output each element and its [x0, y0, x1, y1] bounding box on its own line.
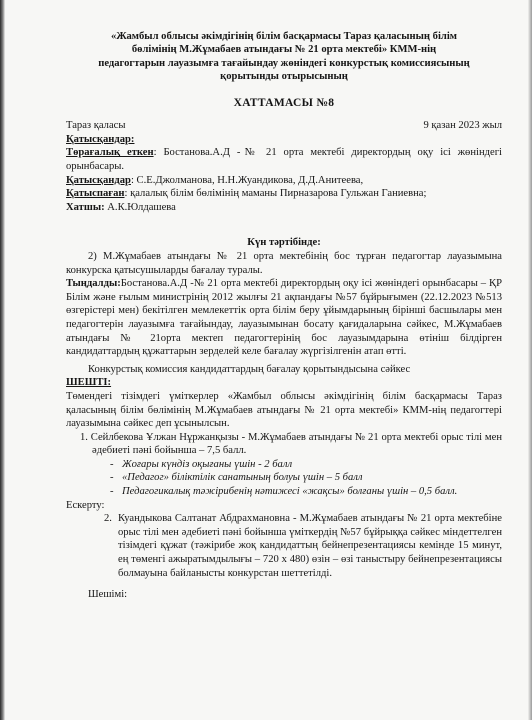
secretary-line [66, 201, 502, 215]
criteria-item: - Жоғары күндіз оқығаны үшін - 2 балл [110, 458, 502, 472]
document-header [66, 30, 502, 84]
agenda-title: Күн тәртібінде: [247, 237, 321, 249]
criteria-item: - «Педагог» біліктілік санатының болуы үшін – 5 балл [110, 471, 502, 485]
present-text: : С.Е.Джолманова, Н.Н.Жуандикова, Д.Д.Анитеева, [130, 174, 364, 186]
candidate-2-text: Куандыкова Салтанат Абдрахмановна - М.Жұмабаев атындағы № 21 орта мектебіне орыс тілі мен әдебиеті пәні бойынша үміткердің №57 бұйрыққа сәйкес міндеттелген тізімдегі құжат (тәжірибе жоқ кандидаттың бейнепрезентациясы кемінде 15 минут, ең төменгі ажыратымдылығы – 720 х 480) өзін – өзі таныстыру бейнепрезентациясы болмауына байланысты конкурстан шеттетілді. [118, 513, 502, 579]
header-line-3: педагогтарын лауазымға тағайындау жөніндегі конкурстық комиссиясының [98, 57, 470, 69]
present-line [66, 174, 502, 188]
participants-heading: Қатысқандар: [66, 133, 135, 145]
page-edge-shadow-right [528, 0, 532, 720]
heard-label: Тыңдалды: [66, 278, 121, 290]
chair-label: Төрағалық еткен [66, 147, 154, 159]
absent-label: Қатыспаған [66, 188, 125, 200]
secretary-text: А.К.Юлдашева [104, 201, 176, 213]
secretary-label: Хатшы: [66, 201, 105, 213]
candidate-1: 1. Сейлбекова Ұлжан Нұржанқызы - М.Жұмабаев атындағы № 21 орта мектебі орыс тілі мен әдебиеті пәні бойынша – 7,5 балл. [80, 431, 502, 457]
heard-paragraph [66, 277, 502, 359]
place-date-row [66, 119, 502, 133]
note-label: Ескерту: [66, 499, 105, 511]
present-label: Қатысқандар [66, 174, 131, 186]
document-body [66, 30, 502, 602]
decision-label: Шешімі: [88, 589, 128, 601]
criteria-text: Педагогикалық тәжірибенің нәтижесі «жақсы» болғаны үшін – 0,5 балл. [122, 486, 458, 498]
criteria-text: Жоғары күндіз оқығаны үшін - 2 балл [122, 458, 293, 470]
chair-text: : Бостанова.А.Д -№ 21 орта мектебі директордың оқу ісі жөніндегі орынбасары. [66, 147, 502, 172]
criteria-text: «Педагог» біліктілік санатының болуы үшін – 5 балл [122, 472, 363, 484]
document-title: ХАТТАМАСЫ №8 [233, 96, 335, 109]
page-edge-shadow-left [0, 0, 5, 720]
heard-text: Бостанова.А.Д -№ 21 орта мектебі директордың оқу ісі жөніндегі орынбасары – ҚР Білім және ғылым министрінің 2012 жылғы 21 ақпандағы №57 бұйрығымен (22.12.2023 №513 өзгерістері мен) бекітілген мемлекеттік орта білім беру ұйымдарының бірінші басшылары мен педагогтерін лауазымға тағайындау, лауазымынан босату қағидаларына сәйкес, М.Жұмабаев атындағы № 21орта мектеп педагогтерінің бос лауазымдарына өтініш білдірген кандидаттардың құжаттарын зерделей келе бағалау жүргізілгенін атап өтті. [66, 278, 502, 358]
absent-line [66, 187, 502, 201]
agenda-item: 2) М.Жұмабаев атындағы № 21 орта мектебінің бос тұрған педагогтар лауазымына конкурска қатысушыларды бағалау туралы. [66, 250, 502, 276]
chair-line [66, 146, 502, 173]
absent-text: : қалалық білім бөлімінің маманы Пирназарова Гульжан Ганиевна; [124, 188, 427, 200]
decided-text: Төмендегі тізімдегі үміткерлер «Жамбыл облысы әкімдігінің білім басқармасы Тараз қаласының білім бөлімінің М.Жұмабаев атындағы № 21 орта мектебі» КММ-нің педагогтері лауазымына сәйкес деп ұсынылсын. [66, 390, 502, 430]
candidate-2-number: 2. [104, 513, 112, 525]
decided-label: ШЕШТІ: [66, 377, 112, 389]
place: Тараз қаласы [66, 120, 126, 132]
date: 9 қазан 2023 жыл [423, 120, 502, 132]
header-line-4: қорытынды отырысының [220, 71, 348, 83]
criteria-item: - Педагогикалық тәжірибенің нәтижесі «жақсы» болғаны үшін – 0,5 балл. [110, 485, 502, 499]
commission-text: Конкурстық комиссия кандидаттардың бағалау қорытындысына сәйкес [88, 363, 411, 375]
candidate-2 [104, 512, 502, 580]
header-line-2: бөлімінің М.Жұмабаев атындағы № 21 орта мектебі» КММ-нің [131, 44, 437, 56]
header-line-1: «Жамбыл облысы әкімдігінің білім басқармасы Тараз қаласының білім [110, 31, 458, 42]
